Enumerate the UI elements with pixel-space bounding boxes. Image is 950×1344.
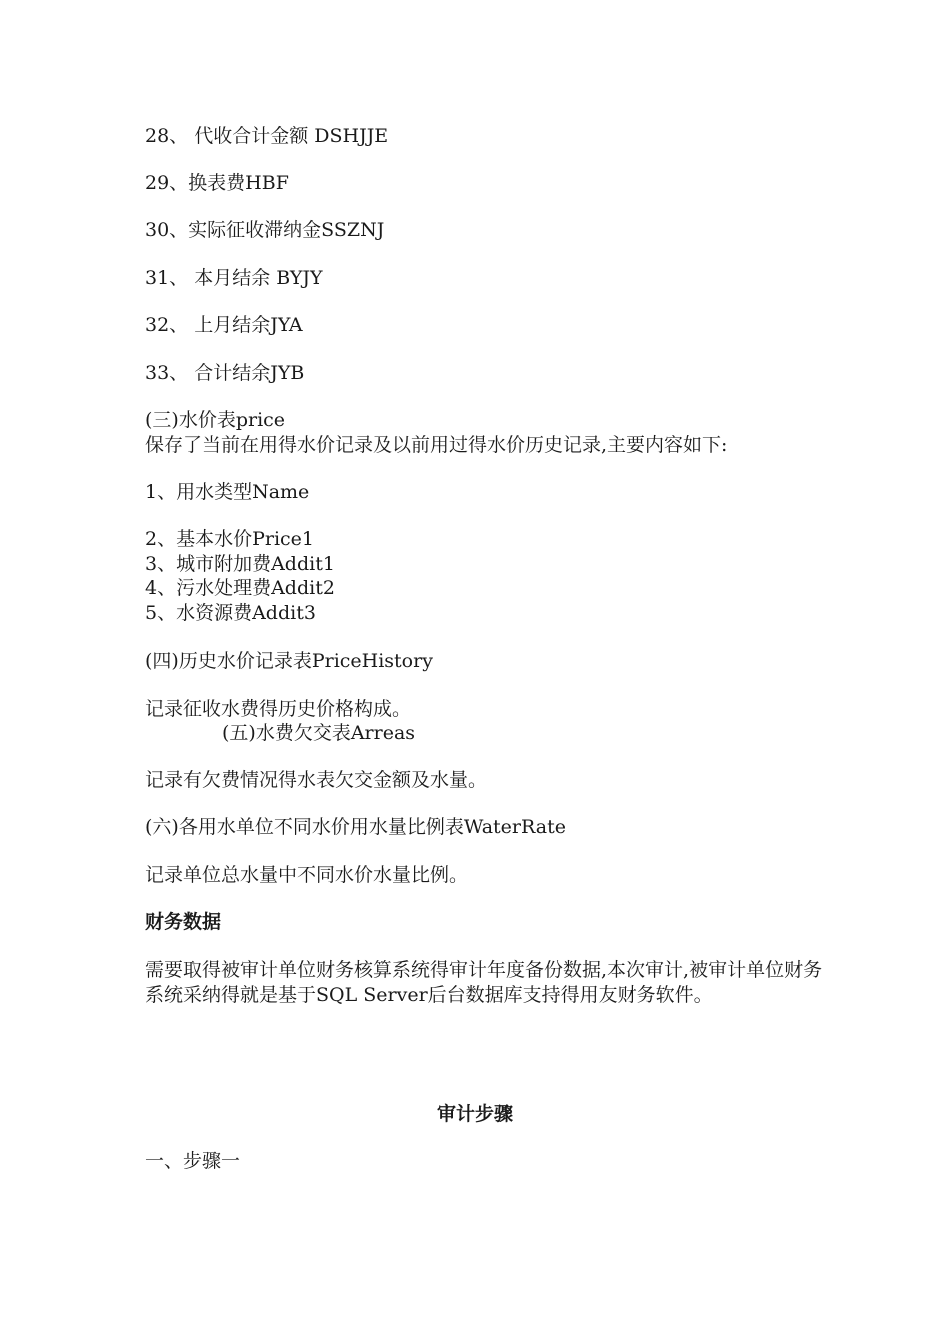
price-history-desc: 记录征收水费得历史价格构成。	[145, 698, 412, 720]
price-history-heading: (四)历史水价记录表PriceHistory	[145, 650, 433, 672]
arreas-heading: (五)水费欠交表Arreas	[222, 722, 416, 744]
field-item-29: 29、换表费HBF	[145, 172, 289, 194]
arreas-desc: 记录有欠费情况得水表欠交金额及水量。	[145, 769, 488, 791]
price-table-heading: (三)水价表price	[145, 409, 286, 431]
field-item-28: 28、 代收合计金额 DSHJJE	[145, 125, 389, 147]
audit-step-one: 一、步骤一	[145, 1150, 241, 1172]
field-item-32: 32、 上月结余JYA	[145, 314, 303, 336]
field-item-31: 31、 本月结余 BYJY	[145, 267, 323, 289]
water-rate-heading: (六)各用水单位不同水价用水量比例表WaterRate	[145, 816, 566, 838]
price-table-intro: 保存了当前在用得水价记录及以前用过得水价历史记录,主要内容如下:	[145, 434, 728, 456]
water-rate-desc: 记录单位总水量中不同水价水量比例。	[145, 864, 469, 886]
price-item-addit1: 3、城市附加费Addit1	[145, 553, 335, 575]
field-item-30: 30、实际征收滞纳金SSZNJ	[145, 219, 385, 241]
finance-body: 需要取得被审计单位财务核算系统得审计年度备份数据,本次审计,被审计单位财务系统采纳得就是基于SQL Server后台数据库支持得用友财务软件。	[145, 959, 823, 1006]
price-item-name: 1、用水类型Name	[145, 481, 310, 503]
audit-steps-title: 审计步骤	[436, 1103, 513, 1125]
price-item-addit3: 5、水资源费Addit3	[145, 602, 316, 624]
field-item-33: 33、 合计结余JYB	[145, 362, 305, 384]
price-item-addit2: 4、污水处理费Addit2	[145, 577, 335, 599]
price-item-price1: 2、基本水价Price1	[145, 528, 315, 550]
finance-heading: 财务数据	[145, 911, 222, 933]
